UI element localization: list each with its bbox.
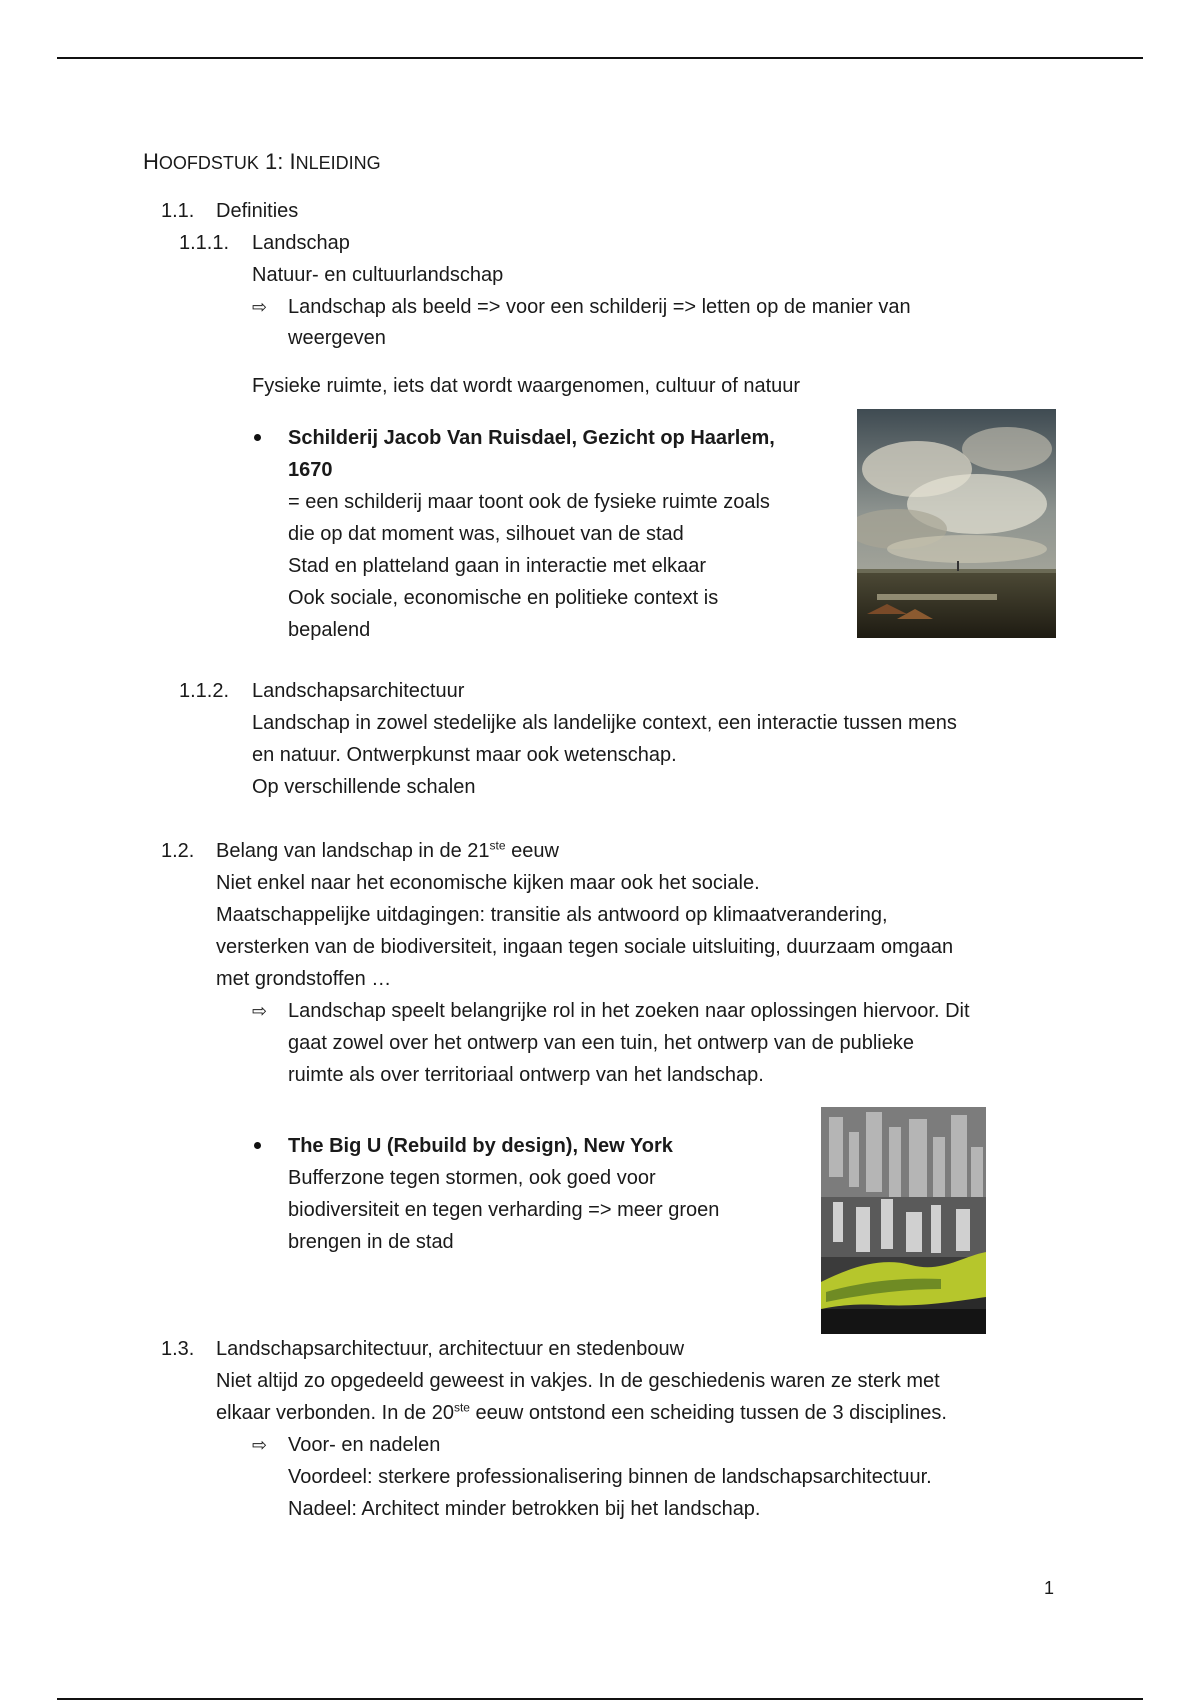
bullet-icon <box>254 1142 261 1149</box>
section-title: Definities <box>216 200 299 222</box>
header-rule <box>57 57 1143 59</box>
bullet-line: die op dat moment was, silhouet van de stad <box>288 523 684 545</box>
subsection-number: 1.1.2. <box>179 680 230 702</box>
big-u-aerial-image <box>821 1107 986 1334</box>
arrow-item-title: Voor- en nadelen <box>288 1434 441 1456</box>
arrow-item-line: gaat zowel over het ontwerp van een tuin, het ontwerp van de publieke <box>288 1032 914 1054</box>
bullet-line: bepalend <box>288 619 371 641</box>
section-title: Belang van landschap in de 21ste eeuw <box>216 838 559 862</box>
paragraph-line: en natuur. Ontwerpkunst maar ook wetenschap. <box>252 744 677 766</box>
bullet-title: 1670 <box>288 459 333 481</box>
page-number: 1 <box>1044 1578 1055 1598</box>
paragraph-line: Maatschappelijke uitdagingen: transitie als antwoord op klimaatverandering, <box>216 904 888 926</box>
paragraph-line: Fysieke ruimte, iets dat wordt waargenomen, cultuur of natuur <box>252 375 801 397</box>
section-title: Landschapsarchitectuur, architectuur en stedenbouw <box>216 1338 685 1360</box>
bullet-line: Bufferzone tegen stormen, ook goed voor <box>288 1167 656 1189</box>
bullet-line: biodiversiteit en tegen verharding => meer groen <box>288 1199 720 1221</box>
chapter-heading: HOOFDSTUK 1: INLEIDING <box>143 149 381 174</box>
bullet-line: = een schilderij maar toont ook de fysieke ruimte zoals <box>288 491 770 513</box>
section-number: 1.3. <box>161 1338 195 1360</box>
bullet-title: Schilderij Jacob Van Ruisdael, Gezicht op Haarlem, <box>288 427 775 449</box>
arrow-item-line: Landschap speelt belangrijke rol in het zoeken naar oplossingen hiervoor. Dit <box>288 1000 970 1022</box>
paragraph-line: Natuur- en cultuurlandschap <box>252 264 504 286</box>
bullet-icon <box>254 434 261 441</box>
bullet-title: The Big U (Rebuild by design), New York <box>288 1135 673 1157</box>
subsection-number: 1.1.1. <box>179 232 230 254</box>
arrow-icon: ⇨ <box>252 1435 268 1455</box>
paragraph-line: versterken van de biodiversiteit, ingaan tegen sociale uitsluiting, duurzaam omgaan <box>216 936 954 958</box>
ruisdael-painting-image <box>857 409 1056 638</box>
bullet-line: Ook sociale, economische en politieke context is <box>288 587 719 609</box>
arrow-item-line: Landschap als beeld => voor een schilderij => letten op de manier van <box>288 296 911 318</box>
paragraph-line: met grondstoffen … <box>216 968 392 990</box>
section-number: 1.1. <box>161 200 195 222</box>
bullet-line: Stad en platteland gaan in interactie met elkaar <box>288 555 707 577</box>
arrow-item-line: ruimte als over territoriaal ontwerp van het landschap. <box>288 1064 764 1086</box>
section-number: 1.2. <box>161 840 195 862</box>
arrow-item-line: Nadeel: Architect minder betrokken bij het landschap. <box>288 1498 761 1520</box>
arrow-item-line: Voordeel: sterkere professionalisering binnen de landschapsarchitectuur. <box>288 1466 932 1488</box>
paragraph-line: Niet enkel naar het economische kijken maar ook het sociale. <box>216 872 760 894</box>
paragraph-line: Niet altijd zo opgedeeld geweest in vakjes. In de geschiedenis waren ze sterk met <box>216 1370 940 1392</box>
paragraph-line: Op verschillende schalen <box>252 776 476 798</box>
subsection-title: Landschap <box>252 232 350 254</box>
paragraph-line: elkaar verbonden. In de 20ste eeuw ontstond een scheiding tussen de 3 disciplines. <box>216 1400 947 1424</box>
arrow-icon: ⇨ <box>252 297 268 317</box>
arrow-icon: ⇨ <box>252 1001 268 1021</box>
subsection-title: Landschapsarchitectuur <box>252 680 465 702</box>
arrow-item-line: weergeven <box>288 327 386 349</box>
bullet-line: brengen in de stad <box>288 1231 454 1253</box>
paragraph-line: Landschap in zowel stedelijke als landelijke context, een interactie tussen mens <box>252 712 957 734</box>
